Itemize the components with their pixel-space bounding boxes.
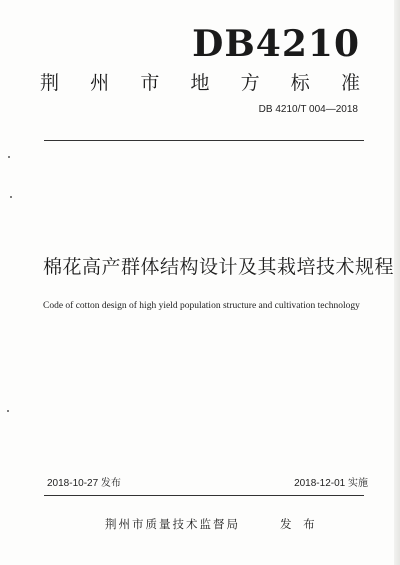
english-title: Code of cotton design of high yield population structure and cultivation technology [43,301,360,311]
scan-speck [8,156,10,158]
standard-type-char: 方 [240,72,260,94]
standard-type-char: 州 [90,72,110,94]
standard-code: DB4210 [192,23,360,65]
standard-type-char: 标 [290,72,310,94]
footer-divider [44,495,364,496]
issue-date: 2018-10-27 发布 [47,478,121,489]
publish-label: 发 布 [280,517,319,531]
chinese-title: 棉花高产群体结构设计及其栽培技术规程 [43,256,395,278]
scan-speck [7,410,9,412]
standard-type-char: 荆 [40,72,60,94]
standard-type-char: 准 [340,72,360,94]
issuing-authority: 荆州市质量技术监督局 [105,517,240,531]
scan-speck [10,196,12,198]
standard-type-char: 地 [190,72,210,94]
implementation-date: 2018-12-01 实施 [294,478,368,489]
standard-type-char: 市 [140,72,160,94]
header-divider [44,140,364,141]
standard-type-title [40,74,360,93]
page-edge-shadow [394,0,400,565]
standard-number: DB 4210/T 004—2018 [258,104,358,115]
